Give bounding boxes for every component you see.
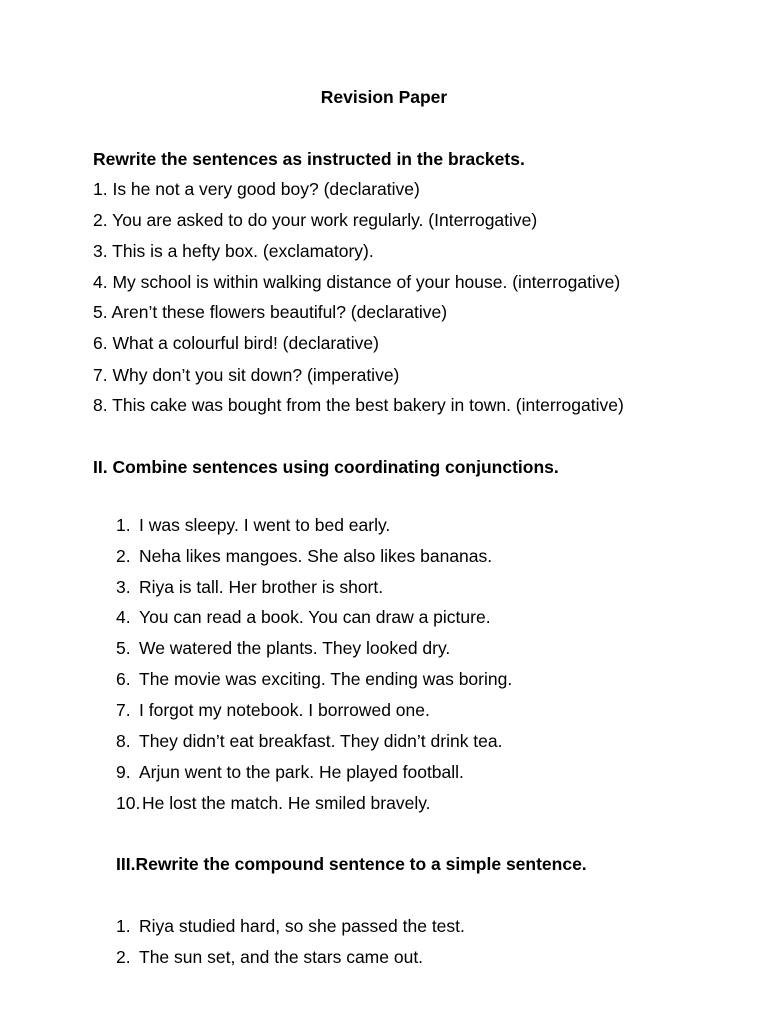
list-item-number: 1. <box>116 916 131 936</box>
section1-item: 2. You are asked to do your work regularly. (Interrogative) <box>93 210 538 230</box>
list-item: I was sleepy. I went to bed early. <box>139 515 391 535</box>
list-item: We watered the plants. They looked dry. <box>139 638 451 658</box>
list-item: Arjun went to the park. He played football. <box>139 762 464 782</box>
list-item: The movie was exciting. The ending was boring. <box>139 669 513 689</box>
section3-heading: III.Rewrite the compound sentence to a simple sentence. <box>116 854 587 874</box>
section1-item: 8. This cake was bought from the best bakery in town. (interrogative) <box>93 395 624 415</box>
list-item: Riya studied hard, so she passed the test. <box>139 916 465 936</box>
list-item: I forgot my notebook. I borrowed one. <box>139 700 430 720</box>
section2-heading: II. Combine sentences using coordinating conjunctions. <box>93 457 559 477</box>
list-item: The sun set, and the stars came out. <box>139 947 424 967</box>
list-item-number: 9. <box>116 762 131 782</box>
list-item-number: 3. <box>116 577 131 597</box>
list-item: You can read a book. You can draw a picture. <box>139 607 491 627</box>
section1-item: 6. What a colourful bird! (declarative) <box>93 333 379 353</box>
list-item-number: 4. <box>116 607 131 627</box>
list-item-number: 8. <box>116 731 131 751</box>
section1-item: 5. Aren’t these flowers beautiful? (declarative) <box>93 302 448 322</box>
list-item: Riya is tall. Her brother is short. <box>139 577 384 597</box>
section1-item: 7. Why don’t you sit down? (imperative) <box>93 365 400 385</box>
section1-item: 1. Is he not a very good boy? (declarative) <box>93 179 420 199</box>
list-item-number: 5. <box>116 638 131 658</box>
list-item-number: 2. <box>116 546 131 566</box>
list-item-number: 2. <box>116 947 131 967</box>
section1-heading: Rewrite the sentences as instructed in the brackets. <box>93 149 525 169</box>
list-item-number: 1. <box>116 515 131 535</box>
list-item-number: 7. <box>116 700 131 720</box>
list-item: He lost the match. He smiled bravely. <box>142 793 431 813</box>
list-item-number: 6. <box>116 669 131 689</box>
list-item: They didn’t eat breakfast. They didn’t drink tea. <box>139 731 503 751</box>
section1-item: 4. My school is within walking distance of your house. (interrogative) <box>93 272 621 292</box>
list-item-number: 10. <box>116 793 141 813</box>
list-item: Neha likes mangoes. She also likes bananas. <box>139 546 493 566</box>
page-title: Revision Paper <box>320 87 448 107</box>
section1-item: 3. This is a hefty box. (exclamatory). <box>93 241 374 261</box>
